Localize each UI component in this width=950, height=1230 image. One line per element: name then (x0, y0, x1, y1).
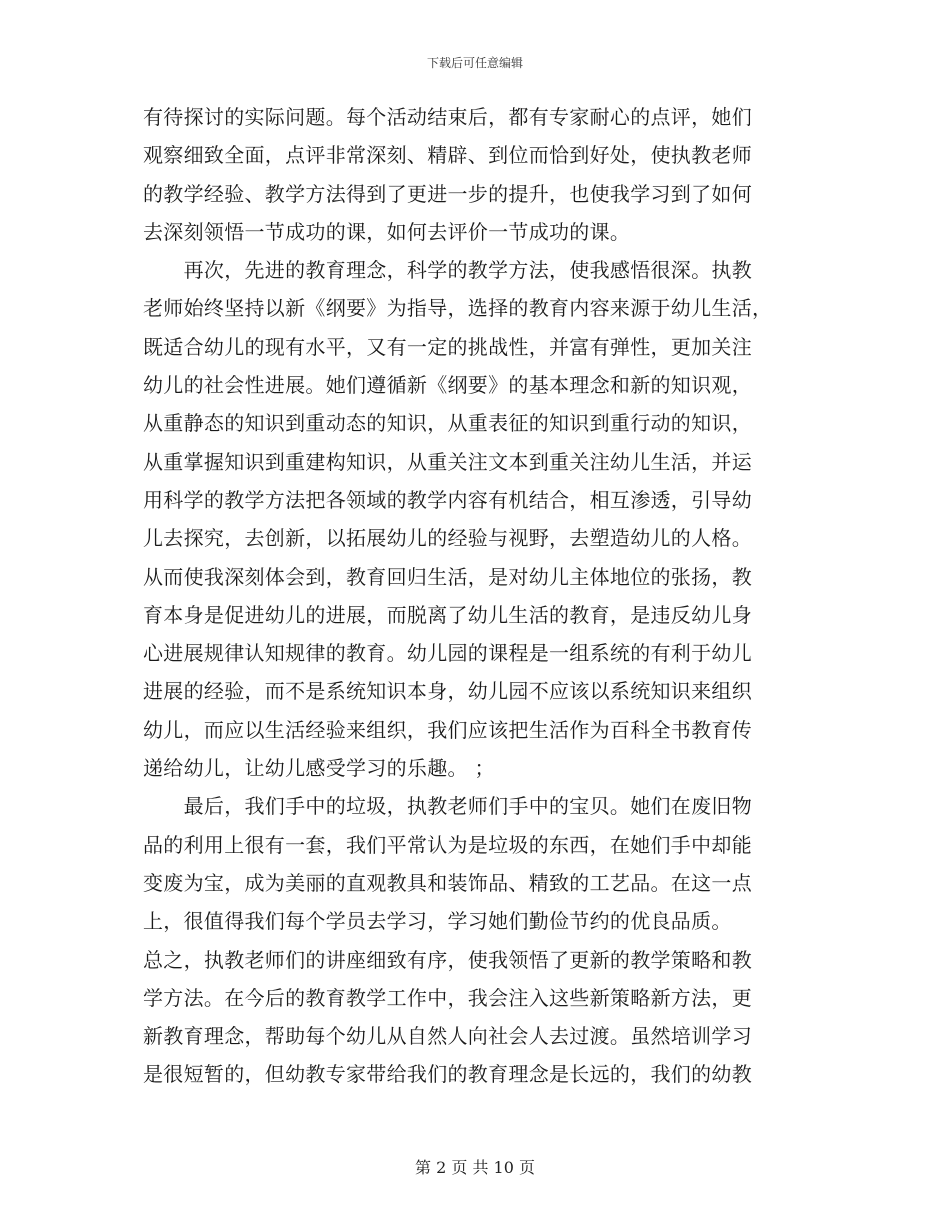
text-line: 再次，先进的教育理念，科学的教学方法，使我感悟很深。执教 (143, 258, 752, 283)
text-line: 进展的经验，而不是系统知识本身，幼儿园不应该以系统知识来组织 (143, 679, 752, 704)
text-line: 幼儿的社会性进展。她们遵循新《纲要》的基本理念和新的知识观， (143, 373, 752, 398)
page-header: 下载后可任意编辑 (426, 56, 523, 70)
text-line: 新教育理念，帮助每个幼儿从自然人向社会人去过渡。虽然培训学习 (143, 1024, 752, 1049)
text-line: 心进展规律认知规律的教育。幼儿园的课程是一组系统的有利于幼儿 (143, 641, 752, 666)
text-line: 从而使我深刻体会到，教育回归生活，是对幼儿主体地位的张扬，教 (143, 564, 752, 589)
text-line: 的教学经验、教学方法得到了更进一步的提升，也使我学习到了如何 (143, 181, 752, 206)
text-line: 总之，执教老师们的讲座细致有序，使我领悟了更新的教学策略和教 (143, 947, 752, 972)
document-body (143, 98, 803, 1094)
text-line: 老师始终坚持以新《纲要》为指导，选择的教育内容来源于幼儿生活， (143, 296, 773, 321)
text-line: 儿去探究，去创新，以拓展幼儿的经验与视野，去塑造幼儿的人格。 (143, 526, 752, 551)
text-line: 从重掌握知识到重建构知识，从重关注文本到重关注幼儿生活，并运 (143, 449, 752, 474)
text-line: 从重静态的知识到重动态的知识，从重表征的知识到重行动的知识， (143, 411, 752, 436)
text-line: 上，很值得我们每个学员去学习，学习她们勤俭节约的优良品质。 (143, 909, 732, 934)
text-line: 用科学的教学方法把各领域的教学内容有机结合，相互渗透，引导幼 (143, 487, 752, 512)
text-line: 既适合幼儿的现有水平，又有一定的挑战性，并富有弹性，更加关注 (143, 334, 752, 359)
text-line: 有待探讨的实际问题。每个活动结束后，都有专家耐心的点评，她们 (143, 105, 752, 129)
page-number-footer: 第 2 页 共 10 页 (415, 1158, 535, 1177)
text-line: 去深刻领悟一节成功的课，如何去评价一节成功的课。 (143, 219, 631, 244)
text-line: 观察细致全面，点评非常深刻、精辟、到位而恰到好处，使执教老师 (143, 143, 752, 168)
text-line: 最后，我们手中的垃圾，执教老师们手中的宝贝。她们在废旧物 (143, 794, 752, 819)
text-line: 变废为宝，成为美丽的直观教具和装饰品、精致的工艺品。在这一点 (143, 870, 752, 895)
text-line: 育本身是促进幼儿的进展，而脱离了幼儿生活的教育，是违反幼儿身 (143, 602, 752, 627)
text-line: 幼儿，而应以生活经验来组织，我们应该把生活作为百科全书教育传 (143, 717, 752, 742)
text-line: 递给幼儿，让幼儿感受学习的乐趣。 ； (143, 756, 495, 781)
text-line: 是很短暂的，但幼教专家带给我们的教育理念是长远的，我们的幼教 (143, 1062, 752, 1087)
text-line: 学方法。在今后的教育教学工作中，我会注入这些新策略新方法，更 (143, 985, 752, 1010)
text-line: 品的利用上很有一套，我们平常认为是垃圾的东西，在她们手中却能 (143, 832, 752, 857)
